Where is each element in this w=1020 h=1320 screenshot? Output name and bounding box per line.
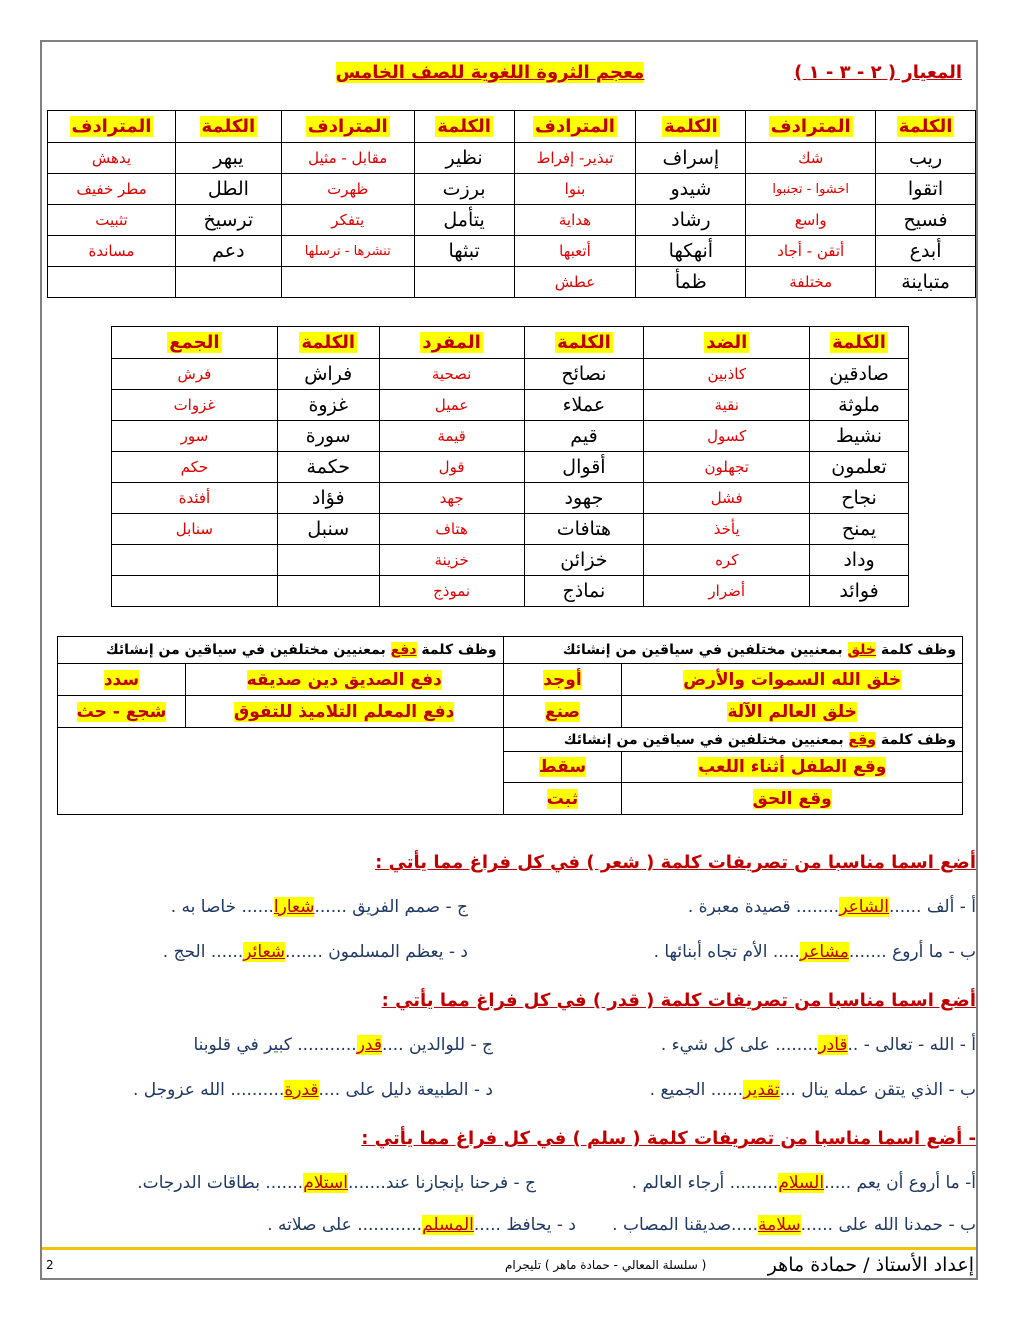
plural-cell: سنابل	[112, 514, 278, 545]
synonym-cell: اخشوا - تجنبوا	[746, 174, 876, 205]
synonyms-header-row	[48, 111, 976, 143]
synonym-cell: مساندة	[48, 236, 176, 267]
usage-meaning: سدد	[58, 664, 186, 696]
forms-row	[112, 576, 909, 607]
usage-meaning: ثبت	[503, 783, 622, 815]
word-cell: أقوال	[524, 452, 644, 483]
forms-row	[112, 452, 909, 483]
q3-item-d: د - يحافظ .....المسلم............ على صلاته .	[267, 1215, 576, 1235]
usage-title-row	[58, 637, 963, 664]
question-1-title: أضع اسما مناسبا من تصريفات كلمة ( شعر ) في كل فراغ مما يأتي :	[375, 852, 976, 873]
word-cell: يمنح	[810, 514, 909, 545]
usage-sentence: وقع الطفل أثناء اللعب	[622, 752, 963, 783]
synonym-cell: مطر خفيف	[48, 174, 176, 205]
footer-series: ( سلسلة المعالي - حمادة ماهر ) تليجرام	[505, 1258, 707, 1272]
plural-cell	[112, 545, 278, 576]
singular-cell: خزينة	[379, 545, 524, 576]
usage-sentence: خلق العالم الآلة	[622, 696, 963, 728]
usage-meaning: شجع - حث	[58, 696, 186, 728]
footer-divider	[42, 1247, 976, 1250]
forms-row	[112, 421, 909, 452]
opposite-cell: أضرار	[644, 576, 810, 607]
word-cell	[414, 267, 514, 298]
plural-cell: سور	[112, 421, 278, 452]
synonym-cell: تنشرها - ترسلها	[281, 236, 414, 267]
word-cell: عملاء	[524, 390, 644, 421]
synonym-row	[48, 143, 976, 174]
opposite-cell: فشل	[644, 483, 810, 514]
word-cell: ترسيخ	[175, 205, 281, 236]
word-cell: نجاح	[810, 483, 909, 514]
word-cell: دعم	[175, 236, 281, 267]
usage-sentence: وقع الحق	[622, 783, 963, 815]
word-cell: خزائن	[524, 545, 644, 576]
forms-row	[112, 359, 909, 390]
synonym-cell	[281, 267, 414, 298]
word-cell: يتأمل	[414, 205, 514, 236]
word-cell: صادقين	[810, 359, 909, 390]
usage-meaning: أوجد	[503, 664, 622, 696]
q1-item-d: د - يعظم المسلمون .......شعائر...... الحج .	[162, 942, 468, 962]
synonym-cell: تبذير- إفراط	[514, 143, 636, 174]
usage-sentence: دفع الصديق دين صديقه	[185, 664, 503, 696]
word-cell: برزت	[414, 174, 514, 205]
plural-cell: غزوات	[112, 390, 278, 421]
forms-row	[112, 390, 909, 421]
question-2-title: أضع اسما مناسبا من تصريفات كلمة ( قدر ) في كل فراغ مما يأتي :	[381, 990, 976, 1011]
header-word: الكلمة	[810, 327, 909, 359]
synonym-cell: مقابل - مثيل	[281, 143, 414, 174]
word-cell: نماذج	[524, 576, 644, 607]
word-cell: فوائد	[810, 576, 909, 607]
q2-item-b: ب - الذي يتقن عمله ينال ...تقدير...... الجميع .	[649, 1080, 976, 1100]
opposite-cell: كاذبين	[644, 359, 810, 390]
usage-title-waqa: وظف كلمة وقع بمعنيين مختلفين في سياقين من إنشائك	[503, 728, 962, 752]
singular-cell: قيمة	[379, 421, 524, 452]
q1-item-j: ج - صمم الفريق ......شعارا...... خاصا به .	[170, 897, 468, 917]
word-cell: حكمة	[277, 452, 379, 483]
q3-item-a: أ- ما أروع أن يعم .....السلام......... أرجاء العالم .	[631, 1173, 976, 1193]
page-number: 2	[46, 1258, 54, 1272]
synonym-cell: مختلفة	[746, 267, 876, 298]
header-word: الكلمة	[636, 111, 746, 143]
singular-cell: نصحية	[379, 359, 524, 390]
word-cell: الطل	[175, 174, 281, 205]
header-plural: الجمع	[112, 327, 278, 359]
usage-title-row	[58, 728, 963, 752]
q2-item-j: ج - للوالدين ....قدر........... كبير في قلوبنا	[193, 1035, 493, 1055]
question-3-title: - أضع اسما مناسبا من تصريفات كلمة ( سلم ) في كل فراغ مما يأتي :	[361, 1128, 976, 1149]
plural-cell: أفئدة	[112, 483, 278, 514]
synonym-row	[48, 236, 976, 267]
word-cell: ملوثة	[810, 390, 909, 421]
word-cell: سنبل	[277, 514, 379, 545]
q1-item-a: أ - ألف ......الشاعر........ قصيدة معبرة .	[687, 897, 976, 917]
word-cell: جهود	[524, 483, 644, 514]
header-singular: المفرد	[379, 327, 524, 359]
synonym-cell: بنوا	[514, 174, 636, 205]
synonym-cell: هداية	[514, 205, 636, 236]
header-word: الكلمة	[175, 111, 281, 143]
header-synonym: المترادف	[48, 111, 176, 143]
opposite-cell: كره	[644, 545, 810, 576]
word-cell: غزوة	[277, 390, 379, 421]
opposite-cell: تجهلون	[644, 452, 810, 483]
word-cell: فراش	[277, 359, 379, 390]
word-cell	[175, 267, 281, 298]
word-cell: رشاد	[636, 205, 746, 236]
usage-row	[58, 664, 963, 696]
synonym-cell: شك	[746, 143, 876, 174]
synonym-row	[48, 267, 976, 298]
singular-cell: قول	[379, 452, 524, 483]
word-cell: نظير	[414, 143, 514, 174]
synonym-cell: أتقن - أجاد	[746, 236, 876, 267]
synonym-cell: ظهرت	[281, 174, 414, 205]
header-word: الكلمة	[876, 111, 976, 143]
header-word: الكلمة	[524, 327, 644, 359]
plural-cell	[112, 576, 278, 607]
usage-sentence: خلق الله السموات والأرض	[622, 664, 963, 696]
usage-row	[58, 696, 963, 728]
q2-item-a: أ - الله - تعالى - ..قادر........ على كل شيء .	[660, 1035, 976, 1055]
singular-cell: هتاف	[379, 514, 524, 545]
word-cell: أنهكها	[636, 236, 746, 267]
synonym-cell: يتفكر	[281, 205, 414, 236]
synonym-cell: عطش	[514, 267, 636, 298]
word-cell: فسيح	[876, 205, 976, 236]
word-cell: شيدو	[636, 174, 746, 205]
forms-header-row	[112, 327, 909, 359]
synonym-cell: تثبيت	[48, 205, 176, 236]
word-cell: ريب	[876, 143, 976, 174]
word-cell: تعلمون	[810, 452, 909, 483]
q3-item-b: ب - حمدنا الله على ......سلامة.....صديقنا المصاب .	[612, 1215, 976, 1235]
word-cell: سورة	[277, 421, 379, 452]
synonym-cell	[48, 267, 176, 298]
usage-title-dafa: وظف كلمة دفع بمعنيين مختلفين في سياقين من إنشائك	[58, 637, 504, 664]
word-cell	[277, 545, 379, 576]
usage-sentence: دفع المعلم التلاميذ للتفوق	[185, 696, 503, 728]
header-word: الكلمة	[414, 111, 514, 143]
synonym-cell: يدهش	[48, 143, 176, 174]
singular-cell: جهد	[379, 483, 524, 514]
usage-title-khalaq: وظف كلمة خلق بمعنيين مختلفين في سياقين من إنشائك	[503, 637, 962, 664]
word-cell: ظمأ	[636, 267, 746, 298]
opposites-singular-plural-table	[111, 326, 909, 607]
word-cell: إسراف	[636, 143, 746, 174]
header-synonym: المترادف	[514, 111, 636, 143]
word-usage-table	[57, 636, 963, 815]
forms-row	[112, 514, 909, 545]
header-synonym: المترادف	[281, 111, 414, 143]
synonym-row	[48, 205, 976, 236]
header-opposite: الضد	[644, 327, 810, 359]
q1-item-b: ب - ما أروع .......مشاعر..... الأم تجاه أبنائها .	[653, 942, 976, 962]
singular-cell: عميل	[379, 390, 524, 421]
word-cell: نصائح	[524, 359, 644, 390]
usage-meaning: سقط	[503, 752, 622, 783]
word-cell: قيم	[524, 421, 644, 452]
word-cell: اتقوا	[876, 174, 976, 205]
plural-cell: حكم	[112, 452, 278, 483]
word-cell: وداد	[810, 545, 909, 576]
usage-meaning: صنع	[503, 696, 622, 728]
standard-label: المعيار ( ٢ - ٣ - ١ )	[794, 62, 962, 83]
word-cell: فؤاد	[277, 483, 379, 514]
empty-cell	[58, 728, 504, 815]
page-title: معجم الثروة اللغوية للصف الخامس	[335, 62, 645, 83]
forms-row	[112, 545, 909, 576]
synonyms-table	[47, 110, 976, 298]
word-cell: متباينة	[876, 267, 976, 298]
synonym-cell: أتعبها	[514, 236, 636, 267]
header-synonym: المترادف	[746, 111, 876, 143]
word-cell: هتافات	[524, 514, 644, 545]
opposite-cell: كسول	[644, 421, 810, 452]
synonym-row	[48, 174, 976, 205]
footer-author: إعداد الأستاذ / حمادة ماهر	[767, 1254, 974, 1276]
word-cell: تبثها	[414, 236, 514, 267]
q2-item-d: د - الطبيعة دليل على ....قدرة.......... الله عزوجل .	[132, 1080, 493, 1100]
singular-cell: نموذج	[379, 576, 524, 607]
synonym-cell: واسع	[746, 205, 876, 236]
plural-cell: فرش	[112, 359, 278, 390]
header-word: الكلمة	[277, 327, 379, 359]
opposite-cell: يأخذ	[644, 514, 810, 545]
forms-row	[112, 483, 909, 514]
word-cell: أبدع	[876, 236, 976, 267]
opposite-cell: نقية	[644, 390, 810, 421]
word-cell: يبهر	[175, 143, 281, 174]
word-cell: نشيط	[810, 421, 909, 452]
word-cell	[277, 576, 379, 607]
q3-item-j: ج - فرحنا بإنجازنا عند.......استلام....... بطاقات الدرجات.	[137, 1173, 536, 1193]
